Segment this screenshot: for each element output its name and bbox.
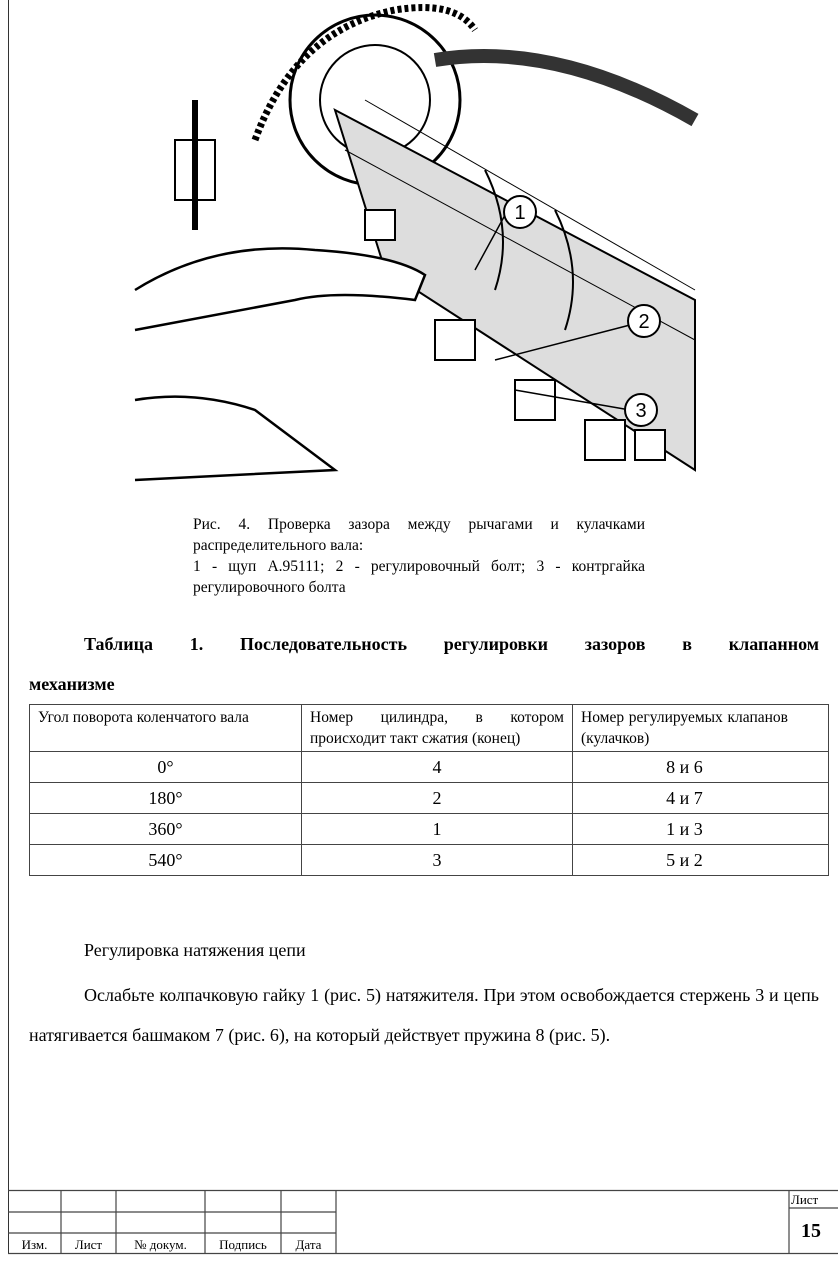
cell: 540° xyxy=(30,845,302,876)
cell: 4 xyxy=(302,752,573,783)
table-title-line1: Таблица 1. Последовательность регулировки зазоров в клапанном xyxy=(84,634,819,654)
table-title-line2: механизме xyxy=(29,674,115,694)
table-row xyxy=(30,814,829,845)
cell: 4 и 7 xyxy=(573,783,829,814)
table-title xyxy=(29,624,819,704)
table-header-row xyxy=(30,705,829,752)
engine-valve-illustration xyxy=(135,0,705,498)
section-heading: Регулировка натяжения цепи xyxy=(84,940,306,960)
callout-2: 2 xyxy=(638,311,650,333)
stamp-label-doc: № докум. xyxy=(134,1237,187,1252)
cell: 8 и 6 xyxy=(573,752,829,783)
cell: 180° xyxy=(30,783,302,814)
header-cell: Угол поворота коленчатого вала xyxy=(30,705,302,752)
cell: 360° xyxy=(30,814,302,845)
cell: 2 xyxy=(302,783,573,814)
caption-legend: 1 - щуп А.95111; 2 - регулировочный болт; 3 - контргайка регулировочного болта xyxy=(193,558,645,596)
cell: 1 и 3 xyxy=(573,814,829,845)
title-block xyxy=(8,1190,838,1254)
header-cell: Номер регулируемых клапанов (кулачков) xyxy=(573,705,829,752)
stamp-sheet-label: Лист xyxy=(791,1192,819,1207)
cell: 5 и 2 xyxy=(573,845,829,876)
callout-3: 3 xyxy=(635,400,647,422)
valve-adjustment-table xyxy=(29,704,829,876)
header-cell: Номер цилиндра, в котором происходит такт сжатия (конец) xyxy=(302,705,573,752)
table-row xyxy=(30,845,829,876)
cell: 3 xyxy=(302,845,573,876)
stamp-label-list: Лист xyxy=(74,1237,103,1252)
caption-title: Рис. 4. Проверка зазора между рычагами и кулачками распределительного вала: xyxy=(193,516,645,554)
stamp-label-signature: Подпись xyxy=(219,1237,267,1252)
table-row xyxy=(30,752,829,783)
cell: 0° xyxy=(30,752,302,783)
stamp-label-izm: Изм. xyxy=(21,1237,48,1252)
callout-1: 1 xyxy=(514,202,526,224)
stamp-sheet-number: 15 xyxy=(801,1220,821,1242)
frame-border xyxy=(8,0,9,1254)
table-row xyxy=(30,783,829,814)
stamp-label-date: Дата xyxy=(295,1237,322,1252)
cell: 1 xyxy=(302,814,573,845)
figure-caption xyxy=(193,514,645,598)
body-paragraph: Ослабьте колпачковую гайку 1 (рис. 5) натяжителя. При этом освобождается стержень 3 и цепь натягивается башмаком 7 (рис. 6), на который действует пружина 8 (рис. 5). xyxy=(29,985,819,1045)
